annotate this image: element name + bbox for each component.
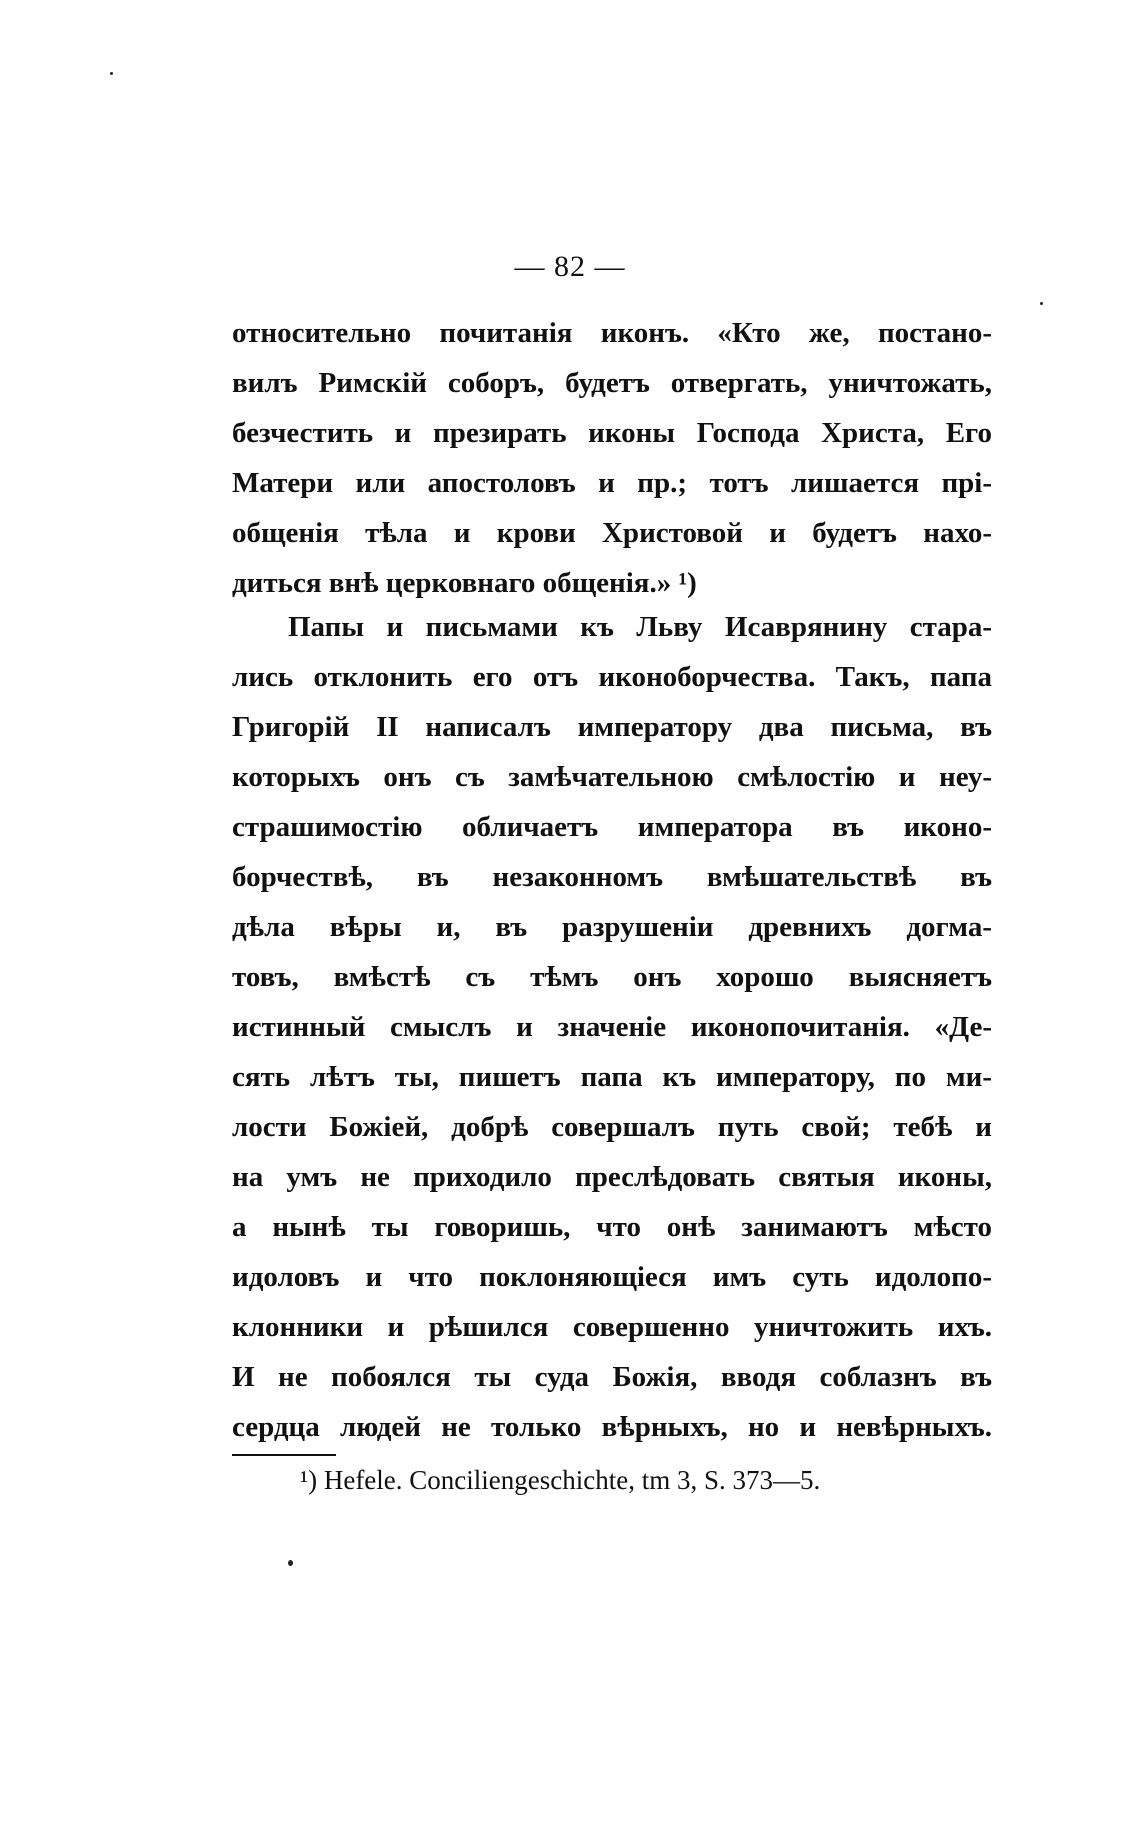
text-line: борчествѣ, въ незаконномъ вмѣшательствѣ въ bbox=[232, 861, 992, 893]
footnote-rule bbox=[232, 1454, 336, 1456]
text-line: И не побоялся ты суда Божія, вводя соблазнъ въ bbox=[232, 1361, 992, 1393]
text-line: Матери или апостоловъ и пр.; тотъ лишается прі- bbox=[232, 467, 992, 499]
text-line: диться внѣ церковнаго общенія.» ¹) bbox=[232, 567, 697, 599]
ink-speck bbox=[288, 1560, 293, 1566]
text-line: дѣла вѣры и, въ разрушеніи древнихъ догма- bbox=[232, 911, 992, 943]
paragraph-2 bbox=[232, 602, 992, 1452]
text-line: клонники и рѣшился совершенно уничтожить ихъ. bbox=[232, 1311, 992, 1343]
text-line: сять лѣтъ ты, пишетъ папа къ императору, по ми- bbox=[232, 1061, 992, 1093]
text-line: относительно почитанія иконъ. «Кто же, постано- bbox=[232, 317, 992, 349]
text-line: страшимостію обличаетъ императора въ иконо- bbox=[232, 811, 992, 843]
text-line: истинный смыслъ и значеніе иконопочитанія. «Де- bbox=[232, 1011, 992, 1043]
text-line: безчестить и презирать иконы Господа Христа, Его bbox=[232, 417, 992, 449]
ink-speck bbox=[1040, 302, 1043, 305]
paragraph-1 bbox=[232, 308, 992, 608]
text-line: которыхъ онъ съ замѣчательною смѣлостію и неу- bbox=[232, 761, 992, 793]
footnote: ¹) Hefele. Conciliengeschichte, tm 3, S. 373—5. bbox=[300, 1465, 821, 1495]
text-line: на умъ не приходило преслѣдовать святыя иконы, bbox=[232, 1161, 992, 1193]
text-line: лись отклонить его отъ иконоборчества. Такъ, папа bbox=[232, 661, 992, 693]
text-line: сердца людей не только вѣрныхъ, но и невѣрныхъ. bbox=[232, 1411, 992, 1443]
text-line: вилъ Римскій соборъ, будетъ отвергать, уничтожать, bbox=[232, 367, 992, 399]
text-line: Григорій II написалъ императору два письма, въ bbox=[232, 711, 992, 743]
text-line: а нынѣ ты говоришь, что онѣ занимаютъ мѣсто bbox=[232, 1211, 992, 1243]
text-line: лости Божіей, добрѣ совершалъ путь свой; тебѣ и bbox=[232, 1111, 992, 1143]
text-line: общенія тѣла и крови Христовой и будетъ нахо- bbox=[232, 517, 992, 549]
text-line: товъ, вмѣстѣ съ тѣмъ онъ хорошо выясняетъ bbox=[232, 961, 992, 993]
text-line: Папы и письмами къ Льву Исаврянину стара- bbox=[288, 611, 992, 643]
ink-speck bbox=[110, 72, 113, 75]
text-line: идоловъ и что поклоняющіеся имъ суть идолопо- bbox=[232, 1261, 992, 1293]
page-number: — 82 — bbox=[514, 250, 626, 283]
